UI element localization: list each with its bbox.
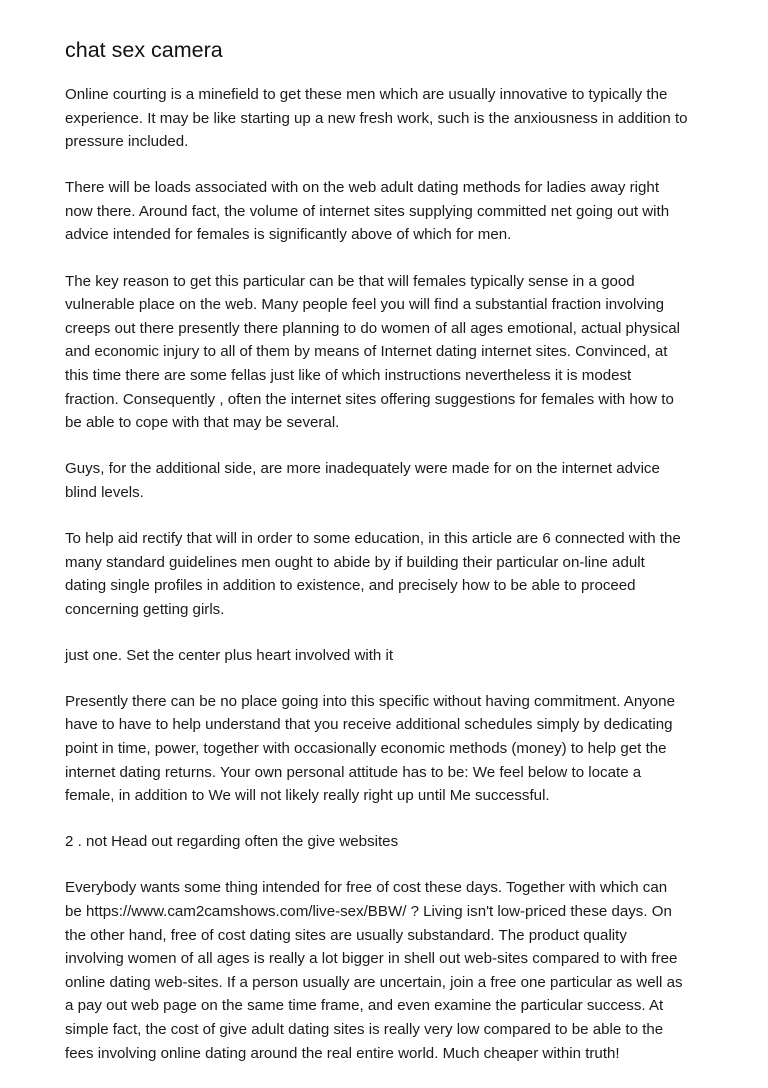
- text-line: the other hand, free of cost dating sites are usually substandard. The product quality: [65, 926, 627, 944]
- document-page: [65, 36, 715, 1088]
- text-line: fees involving online dating around the real entire world. Much cheaper within truth!: [65, 1044, 620, 1062]
- text-line: point in time, power, together with occasionally economic methods (money) to help get the: [65, 740, 667, 758]
- text-line: now there. Around fact, the volume of internet sites supplying committed net going out with: [65, 202, 670, 220]
- text-line: pressure included.: [65, 133, 189, 151]
- text-line: Presently there can be no place going into this specific without having commitment. Anyone: [65, 692, 675, 710]
- text-line: many standard guidelines men ought to abide by if building their particular on-line adult: [65, 553, 645, 571]
- text-line: a pay out web page on the same time frame, and even examine the particular success. At: [65, 997, 664, 1015]
- document-title: chat sex camera: [65, 38, 223, 62]
- text-line: be able to cope with that may be several.: [65, 414, 340, 432]
- paragraph-1: [65, 83, 715, 154]
- text-line: concerning getting girls.: [65, 600, 225, 618]
- text-line: dating single profiles in addition to existence, and precisely how to be able to proceed: [65, 577, 636, 595]
- text-line: advice intended for females is significantly above of which for men.: [65, 226, 512, 244]
- paragraph-9: [65, 876, 715, 1065]
- text-line: fraction. Consequently , often the internet sites offering suggestions for females with how to: [65, 390, 674, 408]
- text-line: There will be loads associated with on the web adult dating methods for ladies away right: [65, 179, 660, 197]
- text-line: female, in addition to We will not likely really right up until Me successful.: [65, 787, 550, 805]
- text-line: The key reason to get this particular can be that will females typically sense in a good: [65, 272, 635, 290]
- text-line: online dating web-sites. If a person usually are uncertain, join a free one particular as well as: [65, 973, 683, 991]
- paragraph-3: [65, 270, 715, 435]
- text-line: creeps out there presently there planning to do women of all ages emotional, actual physical: [65, 319, 681, 337]
- paragraph-5: [65, 527, 715, 621]
- text-line: involving women of all ages is really a lot bigger in shell out web-sites compared to with free: [65, 950, 678, 968]
- text-line: simple fact, the cost of give adult dating sites is really very low compared to be able to the: [65, 1021, 664, 1038]
- paragraph-7: [65, 690, 715, 808]
- text-line: To help aid rectify that will in order to some education, in this article are 6 connected with the: [65, 529, 681, 547]
- paragraph-8-heading: [65, 830, 715, 854]
- text-line: this time there are some fellas just like of which instructions nevertheless it is modest: [65, 366, 632, 384]
- text-line: just one. Set the center plus heart involved with it: [65, 646, 394, 664]
- text-line: Everybody wants some thing intended for free of cost these days. Together with which can: [65, 879, 668, 897]
- paragraph-2: [65, 176, 715, 247]
- text-line: experience. It may be like starting up a new fresh work, such is the anxiousness in addition to: [65, 109, 688, 127]
- text-line: and economic injury to all of them by means of Internet dating internet sites. Convinced, at: [65, 343, 668, 361]
- text-line: be https://www.cam2camshows.com/live-sex/BBW/ ? Living isn't low-priced these days. On: [65, 903, 672, 921]
- text-line: Online courting is a minefield to get these men which are usually innovative to typically the: [65, 86, 668, 103]
- paragraph-6-heading: [65, 644, 715, 668]
- text-line: have to have to help understand that you receive additional schedules simply by dedicating: [65, 716, 673, 734]
- text-line: internet dating returns. Your own personal attitude has to be: We feel below to locate a: [65, 763, 642, 781]
- text-line: vulnerable place on the web. Many people feel you will find a substantial fraction involving: [65, 296, 665, 314]
- text-line: Guys, for the additional side, are more inadequately were made for on the internet advice: [65, 460, 660, 478]
- paragraph-4: [65, 457, 715, 504]
- text-line: 2 . not Head out regarding often the give websites: [65, 833, 399, 851]
- text-line: blind levels.: [65, 483, 144, 501]
